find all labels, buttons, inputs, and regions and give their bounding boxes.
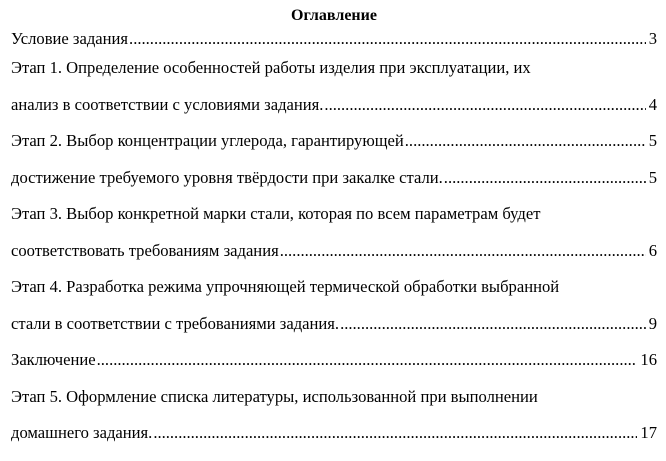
dot-leader	[340, 306, 646, 343]
toc-entry-text: Этап 1. Определение особенностей работы изделия при эксплуатации, их	[11, 58, 531, 77]
toc-page-number: 17	[640, 423, 657, 442]
toc-entry[interactable]	[11, 269, 657, 306]
dot-leader	[280, 233, 646, 270]
dot-leader	[153, 415, 637, 452]
toc-page-number: 9	[648, 313, 657, 333]
dot-leader	[324, 87, 645, 124]
toc-entry[interactable]	[11, 50, 657, 87]
toc-page-number: 6	[648, 240, 657, 260]
toc-entry[interactable]	[11, 415, 657, 452]
toc-entry[interactable]	[11, 196, 657, 233]
dot-leader	[129, 27, 646, 50]
toc-entry-text: домашнего задания.	[11, 423, 153, 442]
toc-page-number: 5	[648, 131, 657, 150]
toc-entry-text: соответствовать требованиям задания	[11, 240, 279, 260]
toc-entry[interactable]	[11, 123, 657, 160]
toc-entry-text: Заключение	[11, 350, 96, 369]
toc-page-number: 16	[640, 350, 657, 369]
toc-entry[interactable]	[11, 27, 657, 50]
toc-page-number: 3	[648, 29, 657, 48]
toc-entry-text: Условие задания	[11, 29, 129, 48]
toc-entry[interactable]	[11, 342, 657, 379]
toc-entry[interactable]	[11, 306, 657, 343]
toc-entry[interactable]	[11, 233, 657, 270]
toc-entry[interactable]	[11, 87, 657, 124]
toc-entry-text: анализ в соответствии с условиями задания.	[11, 94, 324, 114]
toc-entry-text: Этап 4. Разработка режима упрочняющей термической обработки выбранной	[11, 277, 560, 296]
toc-entry-text: достижение требуемого уровня твёрдости при закалке стали.	[11, 167, 443, 187]
dot-leader	[97, 342, 638, 379]
toc-title: Оглавление	[291, 7, 377, 24]
toc-entry-text: Этап 5. Оформление списка литературы, использованной при выполнении	[11, 386, 538, 406]
toc-entry-text: Этап 3. Выбор конкретной марки стали, которая по всем параметрам будет	[11, 204, 541, 223]
dot-leader	[405, 123, 646, 160]
toc-page-number: 5	[648, 167, 657, 187]
toc-entry-text: Этап 2. Выбор концентрации углерода, гарантирующей	[11, 131, 404, 150]
toc-entry-text: стали в соответствии с требованиями задания.	[11, 313, 340, 333]
toc-page-number: 4	[648, 94, 657, 114]
dot-leader	[444, 160, 646, 197]
toc-entry[interactable]	[11, 379, 657, 416]
toc-entry[interactable]	[11, 160, 657, 197]
